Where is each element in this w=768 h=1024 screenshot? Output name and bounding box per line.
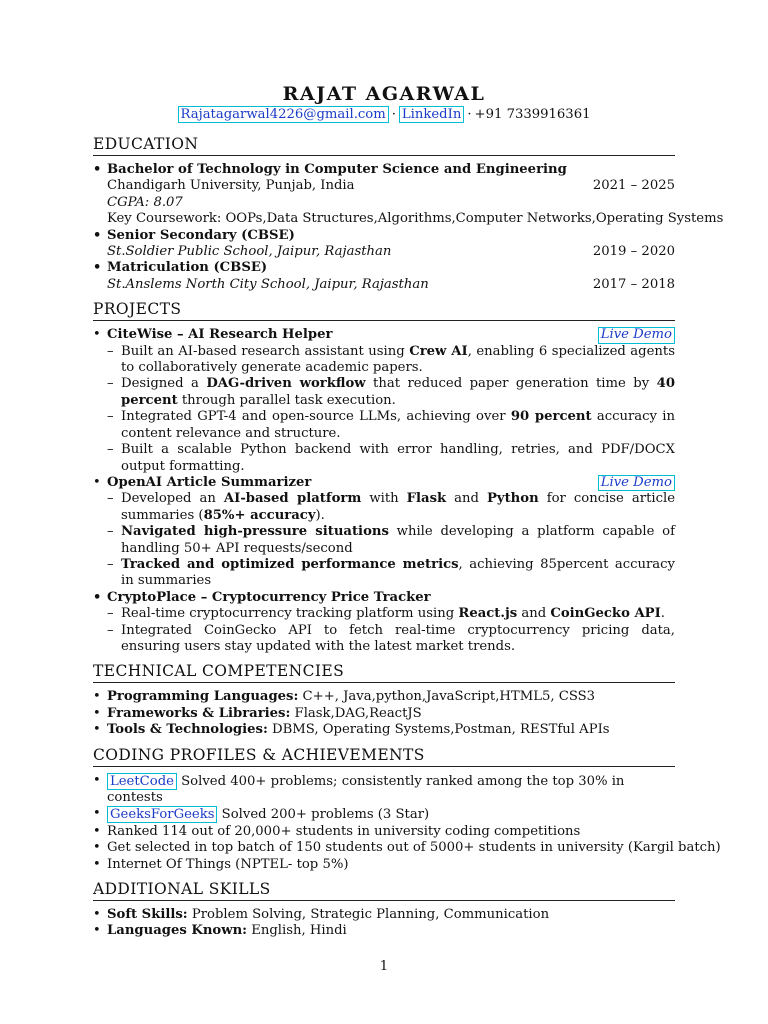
- project-detail: [93, 606, 675, 622]
- education-row: [93, 244, 675, 260]
- text: Navigated high-pressure situations: [121, 524, 389, 540]
- text: Python: [487, 491, 539, 507]
- text: through parallel task execution.: [177, 392, 396, 408]
- text: Developed an: [121, 491, 224, 507]
- education-dates: 2021 – 2025: [592, 178, 675, 194]
- skill-value: English, Hindi: [247, 923, 347, 939]
- achievement-item: • Get selected in top batch of 150 students out of 5000+ students in university (Kargil batch): [93, 840, 675, 856]
- additional-item: [93, 923, 675, 939]
- projects-heading: PROJECTS: [93, 299, 675, 321]
- achievement-item: [93, 806, 675, 823]
- text: Tracked and optimized performance metrics: [121, 556, 459, 572]
- text: Designed a: [121, 376, 207, 392]
- education-heading: EDUCATION: [93, 134, 675, 156]
- skill-item: [93, 706, 675, 722]
- education-degree: • Matriculation (CBSE): [93, 260, 675, 276]
- skill-value: C++, Java,python,JavaScript,HTML5, CSS3: [298, 689, 596, 705]
- skill-item: [93, 689, 675, 705]
- text: .: [660, 606, 665, 622]
- live-demo-link[interactable]: Live Demo: [598, 327, 675, 343]
- skill-label: Languages Known:: [107, 923, 248, 939]
- leetcode-link[interactable]: LeetCode: [107, 773, 177, 790]
- contact-line: [93, 106, 675, 124]
- skill-label: Tools & Technologies:: [107, 722, 268, 738]
- text: Integrated GPT-4 and open-source LLMs, achieving over: [121, 409, 511, 425]
- geeksforgeeks-link[interactable]: GeeksForGeeks: [107, 806, 217, 823]
- text: ).: [315, 507, 325, 523]
- project-name: • CiteWise – AI Research Helper: [107, 327, 333, 343]
- candidate-name: RAJAT AGARWAL: [282, 83, 486, 105]
- text: and: [517, 606, 551, 622]
- additional-heading: ADDITIONAL SKILLS: [93, 879, 675, 901]
- text: AI-based platform: [223, 491, 362, 507]
- text: CoinGecko API: [550, 606, 661, 622]
- skill-value: DBMS, Operating Systems,Postman, RESTful APIs: [267, 722, 610, 738]
- achievement-text: Solved 400+ problems; consistently ranked among the top 30% in contests: [107, 773, 625, 805]
- text: Crew AI: [409, 343, 468, 359]
- skill-label: Soft Skills:: [107, 907, 188, 923]
- education-row: [93, 178, 675, 194]
- live-demo-link[interactable]: Live Demo: [598, 475, 675, 491]
- project-name: • OpenAI Article Summarizer: [107, 474, 312, 490]
- project-detail: [93, 557, 675, 590]
- text: for concise article summaries (: [121, 491, 675, 523]
- project-header: [93, 475, 675, 491]
- education-institution: Chandigarh University, Punjab, India: [107, 178, 355, 194]
- project-detail: [93, 376, 675, 409]
- text: Flask: [406, 491, 447, 507]
- education-list: [93, 162, 724, 293]
- resume-content: [93, 82, 724, 940]
- education-dates: 2019 – 2020: [592, 244, 675, 260]
- education-row: [93, 277, 675, 293]
- linkedin-link[interactable]: LinkedIn: [399, 106, 464, 123]
- achievement-item: • Internet Of Things (NPTEL- top 5%): [93, 857, 675, 873]
- education-institution: St.Soldier Public School, Jaipur, Rajasthan: [107, 244, 392, 260]
- project-detail: – Integrated CoinGecko API to fetch real-time cryptocurrency pricing data, ensuring users stay updated with the latest market trends.: [93, 623, 675, 656]
- project-detail: [93, 344, 675, 377]
- text: React.js: [458, 606, 518, 622]
- project-detail: [93, 524, 675, 557]
- text: Built an AI-based research assistant using: [121, 343, 410, 359]
- achievement-text: Solved 200+ problems (3 Star): [217, 807, 430, 823]
- separator: ·: [391, 107, 396, 122]
- text: 85%+ accuracy: [203, 507, 316, 523]
- text: with: [361, 491, 407, 507]
- text: and: [446, 491, 488, 507]
- education-degree: • Senior Secondary (CBSE): [93, 228, 675, 244]
- text: DAG-driven workflow: [206, 376, 366, 392]
- project-detail: [93, 409, 675, 442]
- text: , achieving 85percent accuracy in summaries: [121, 556, 676, 589]
- page-number: 1: [379, 959, 389, 974]
- text: 90 percent: [510, 409, 592, 425]
- text: , enabling 6 specialized agents to collaboratively generate academic papers.: [121, 343, 675, 376]
- text: 40 percent: [121, 376, 675, 408]
- additional-item: [93, 907, 675, 923]
- text: that reduced paper generation time by: [365, 376, 657, 392]
- project-header: [93, 327, 675, 343]
- project-detail: [93, 491, 675, 524]
- project-detail: – Built a scalable Python backend with error handling, retries, and PDF/DOCX output formatting.: [93, 442, 675, 475]
- technical-heading: TECHNICAL COMPETENCIES: [93, 661, 675, 683]
- project-name: • CryptoPlace – Cryptocurrency Price Tracker: [93, 590, 675, 606]
- skill-value: Problem Solving, Strategic Planning, Communication: [187, 907, 550, 923]
- coding-heading: CODING PROFILES & ACHIEVEMENTS: [93, 745, 675, 767]
- education-institution: St.Anslems North City School, Jaipur, Rajasthan: [107, 276, 429, 292]
- separator: ·: [467, 107, 472, 122]
- phone-number: +91 7339916361: [474, 107, 591, 122]
- email-link[interactable]: Rajatagarwal4226@gmail.com: [178, 106, 389, 123]
- skill-label: Frameworks & Libraries:: [107, 705, 291, 721]
- text: while developing a platform capable of handling 50+ API requests/second: [121, 524, 675, 556]
- text: Real-time cryptocurrency tracking platform using: [121, 606, 459, 622]
- education-coursework: Key Coursework: OOPs,Data Structures,Algorithms,Computer Networks,Operating Systems: [107, 211, 724, 227]
- skill-value: Flask,DAG,ReactJS: [290, 705, 422, 721]
- education-degree: • Bachelor of Technology in Computer Science and Engineering: [93, 162, 675, 178]
- text: accuracy in content relevance and structure.: [121, 409, 675, 441]
- achievement-item: [93, 773, 675, 807]
- skill-label: Programming Languages:: [107, 689, 299, 705]
- education-cgpa: CGPA: 8.07: [107, 194, 183, 210]
- education-dates: 2017 – 2018: [592, 276, 675, 292]
- skill-item: [93, 722, 675, 738]
- achievement-item: • Ranked 114 out of 20,000+ students in university coding competitions: [93, 824, 675, 840]
